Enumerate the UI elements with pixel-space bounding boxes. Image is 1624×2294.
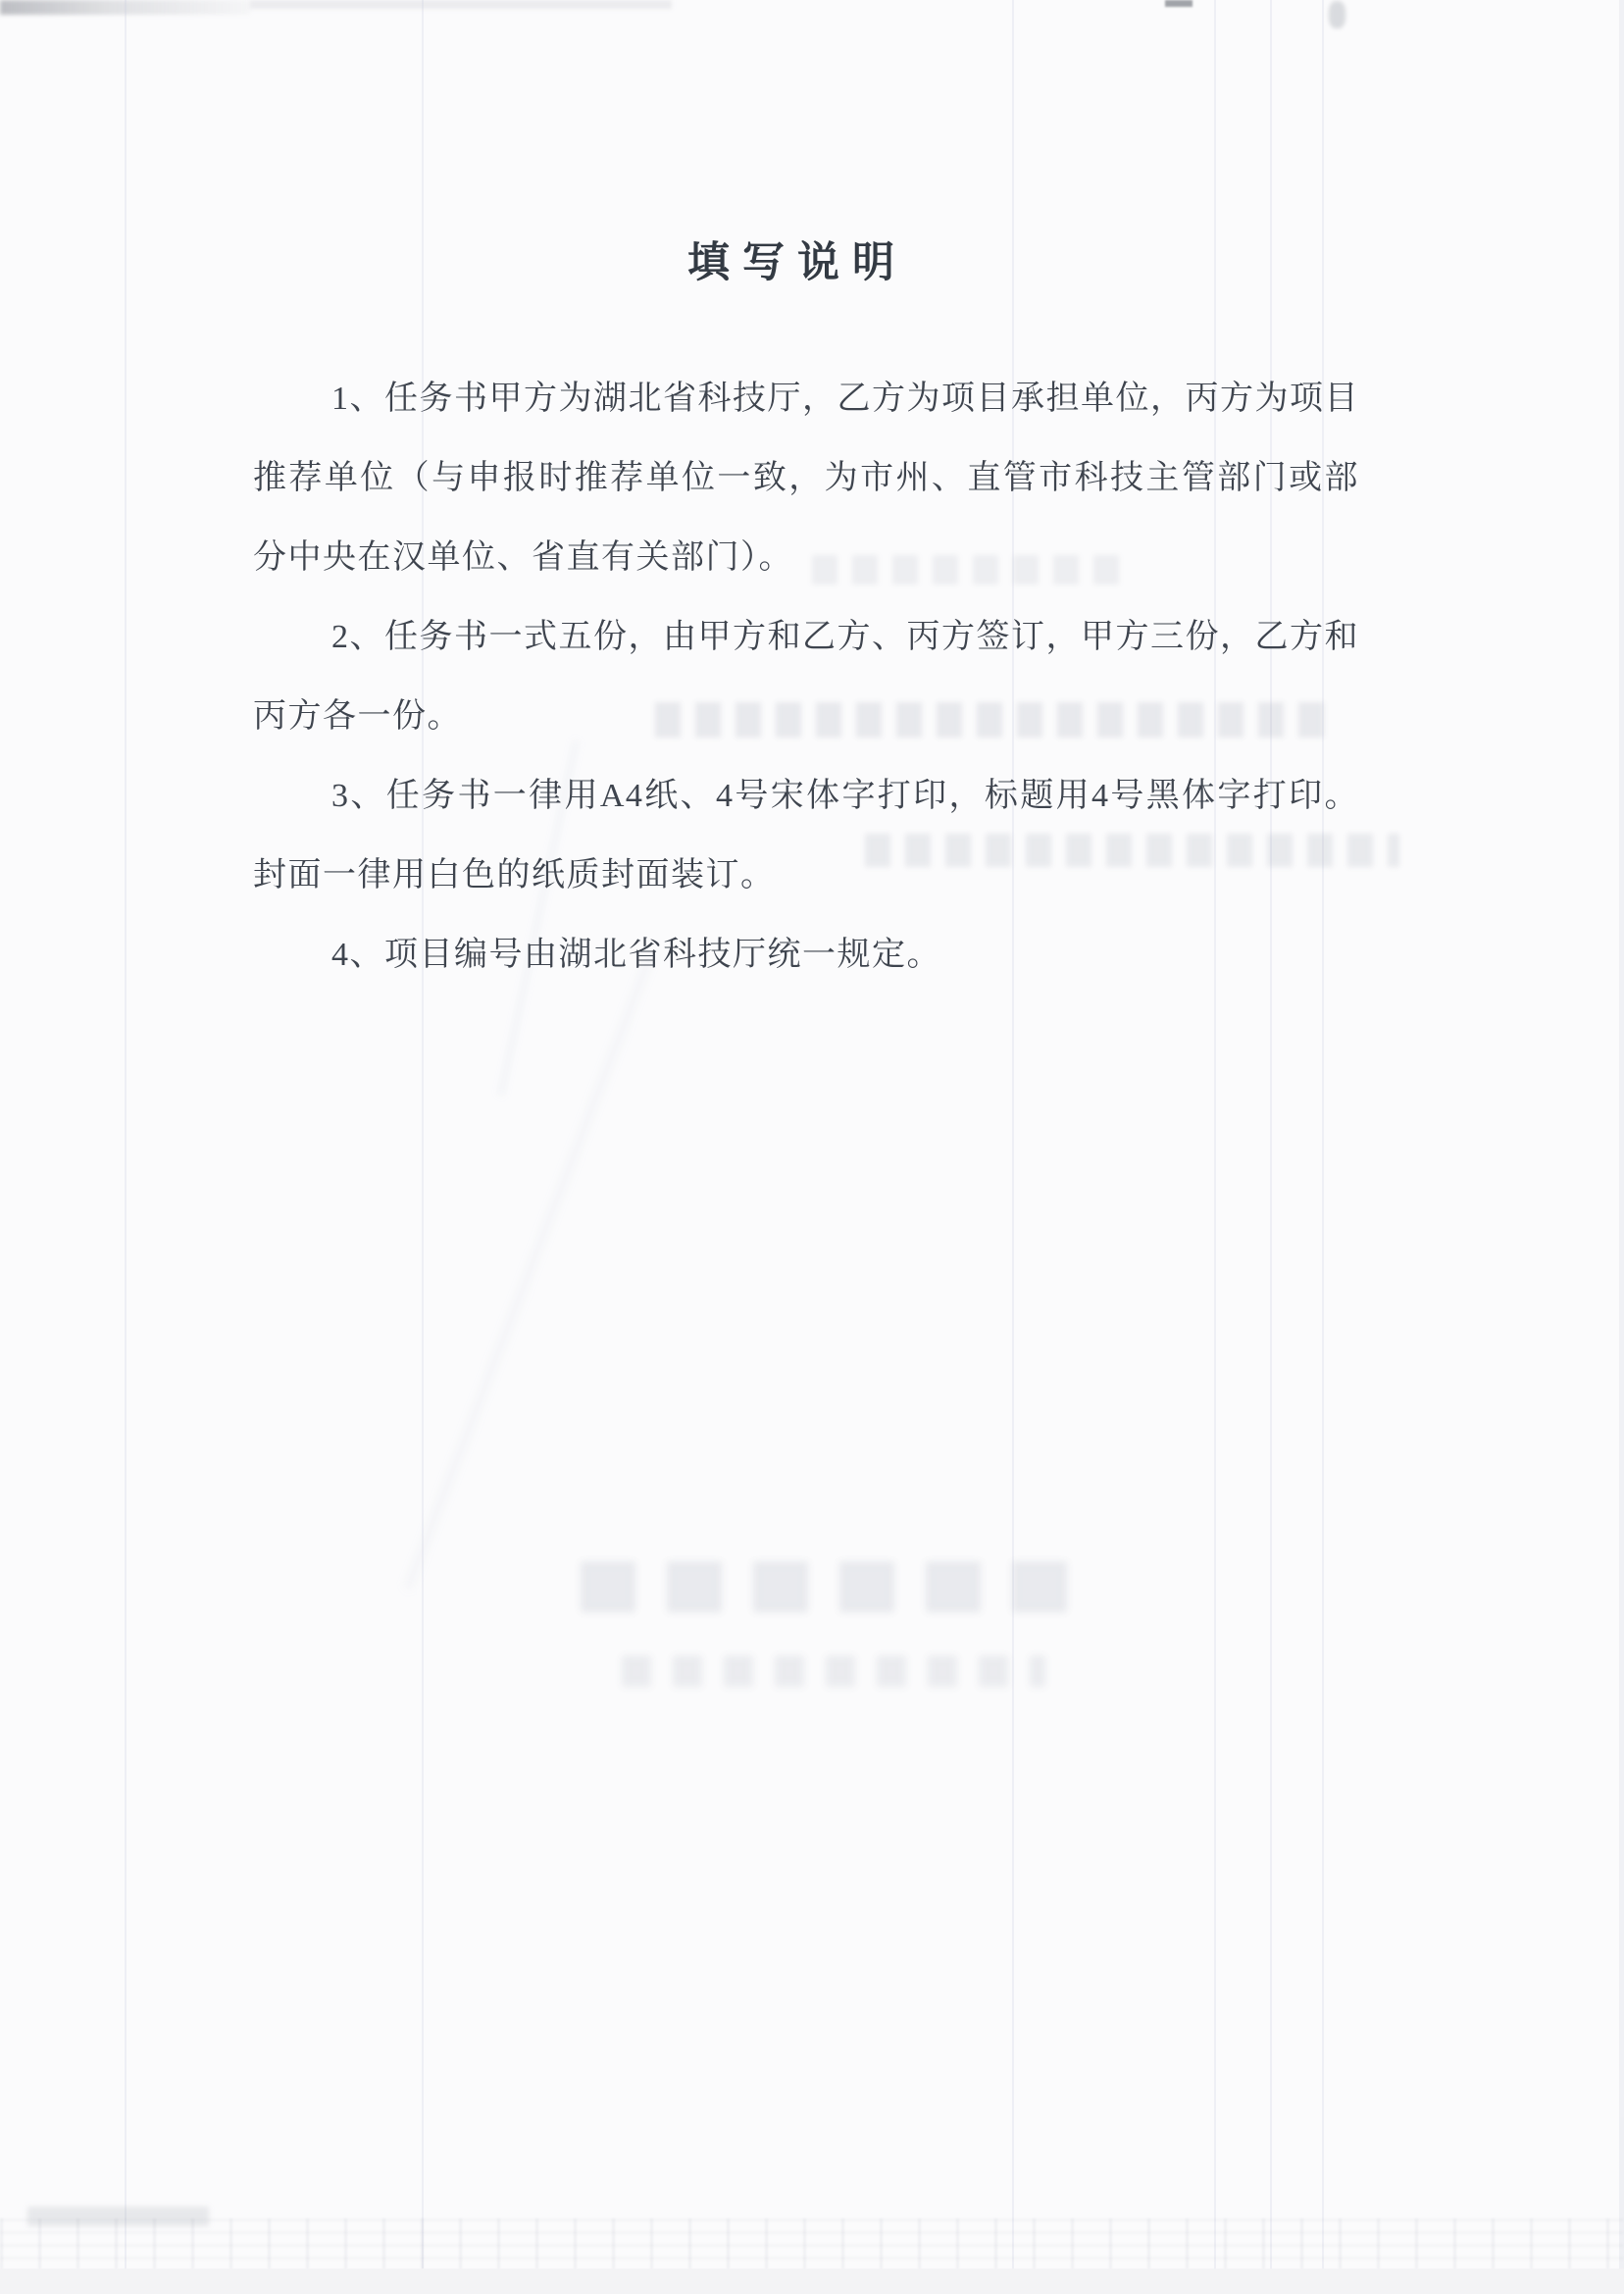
scan-smudge-top-left — [0, 0, 250, 15]
scan-line-vertical — [1012, 0, 1014, 2294]
page-title: 填写说明 — [687, 238, 907, 287]
instruction-paragraph-1: 1、任务书甲方为湖北省科技厅，乙方为项目承担单位，丙方为项目推荐单位（与申报时推荐单位一致，为市州、直管市科技主管部门或部分中央在汉单位、省直有关部门）。 — [253, 381, 1359, 576]
scan-noise-bottom — [0, 2218, 1624, 2269]
scan-edge-bottom — [0, 2269, 1624, 2294]
scan-smudge-top-middle — [250, 0, 672, 9]
instructions-text — [253, 359, 1359, 994]
scan-line-vertical — [1214, 0, 1216, 2294]
scan-mark-top-right — [1165, 0, 1193, 7]
scan-line-vertical — [1270, 0, 1272, 2294]
scan-edge-right — [1619, 0, 1624, 2294]
instruction-paragraph-3: 3、任务书一律用A4纸、4号宋体字打印，标题用4号黑体字打印。封面一律用白色的纸质封面装订。 — [253, 778, 1359, 893]
bleedthrough-date-line — [622, 1656, 1045, 1687]
instruction-paragraph-2: 2、任务书一式五份，由甲方和乙方、丙方签订，甲方三份，乙方和丙方各一份。 — [253, 619, 1359, 735]
paper-crease — [405, 955, 653, 1589]
scan-blob-top-right — [1329, 1, 1345, 28]
scan-line-vertical — [125, 0, 127, 2294]
bleedthrough-heading — [581, 1561, 1087, 1612]
scan-line-vertical — [422, 0, 424, 2294]
instruction-paragraph-4: 4、项目编号由湖北省科技厅统一规定。 — [331, 937, 941, 973]
scan-smudge-bottom-left — [27, 2207, 209, 2226]
scan-line-vertical — [1322, 0, 1324, 2294]
